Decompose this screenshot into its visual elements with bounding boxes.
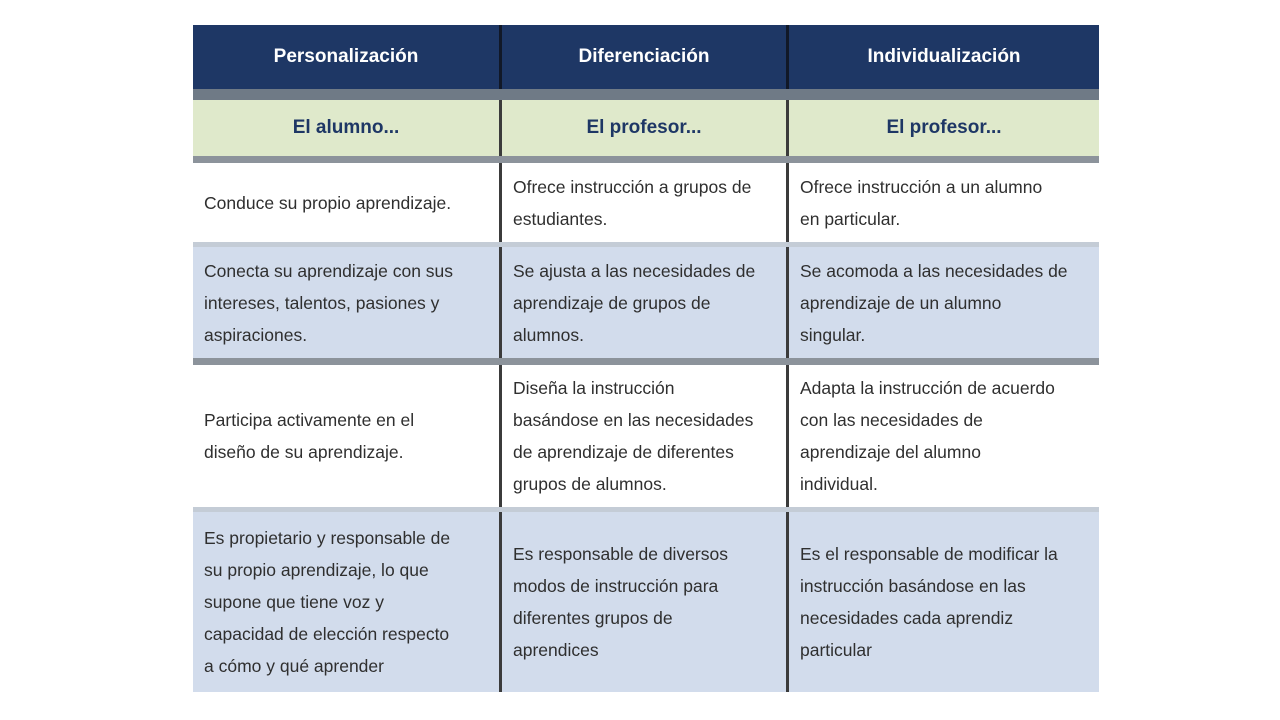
table-cell [499,247,786,358]
cell-text: Adapta la instrucción de acuerdo con las necesidades de aprendizaje del alumno individual. [800,378,1055,494]
row-divider [193,358,1099,365]
header-individualizacion: Individualización [786,25,1099,89]
subheader-profesor-2: El profesor... [786,100,1099,156]
table-cell [499,512,786,692]
cell-text: Diseña la instrucción basándose en las necesidades de aprendizaje de diferentes grupos de alumnos. [513,378,754,494]
row-divider [193,156,1099,163]
table-cell [193,247,499,358]
cell-text: Se acomoda a las necesidades de aprendizaje de un alumno singular. [800,260,1068,345]
table-subheader-row [193,100,1099,156]
cell-text: Conecta su aprendizaje con sus intereses, talentos, pasiones y aspiraciones. [204,260,454,345]
header-divider-band [193,89,1099,100]
cell-text: Es responsable de diversos modos de instrucción para diferentes grupos de aprendices [513,544,728,660]
cell-text: Ofrece instrucción a un alumno en particular. [800,176,1043,229]
cell-text: Es el responsable de modificar la instrucción basándose en las necesidades cada aprendiz particular [800,544,1058,660]
subheader-alumno: El alumno... [292,117,400,138]
cell-text: Ofrece instrucción a grupos de estudiantes. [513,176,752,229]
table-cell [499,365,786,507]
table-cell [786,512,1099,692]
comparison-table [193,25,1099,692]
table-cell [193,163,499,242]
cell-text: Se ajusta a las necesidades de aprendizaje de grupos de alumnos. [513,260,756,345]
subheader-profesor-1: El profesor... [499,100,786,156]
table-header-row [193,25,1099,89]
table-cell [786,247,1099,358]
table-row [193,365,1099,507]
table-cell [786,365,1099,507]
header-diferenciacion: Diferenciación [499,25,786,89]
table-row [193,512,1099,692]
table-row [193,163,1099,242]
table-cell [193,512,499,692]
cell-text: Participa activamente en el diseño de su aprendizaje. [204,410,415,462]
cell-text: Conduce su propio aprendizaje. [204,192,452,213]
header-personalizacion: Personalización [273,46,419,67]
table-row [193,247,1099,358]
cell-text: Es propietario y responsable de su propio aprendizaje, lo que supone que tiene voz y capacidad de elección respecto a cómo y qué aprender [204,528,451,676]
table-cell [786,163,1099,242]
table-cell [193,365,499,507]
table-cell [499,163,786,242]
